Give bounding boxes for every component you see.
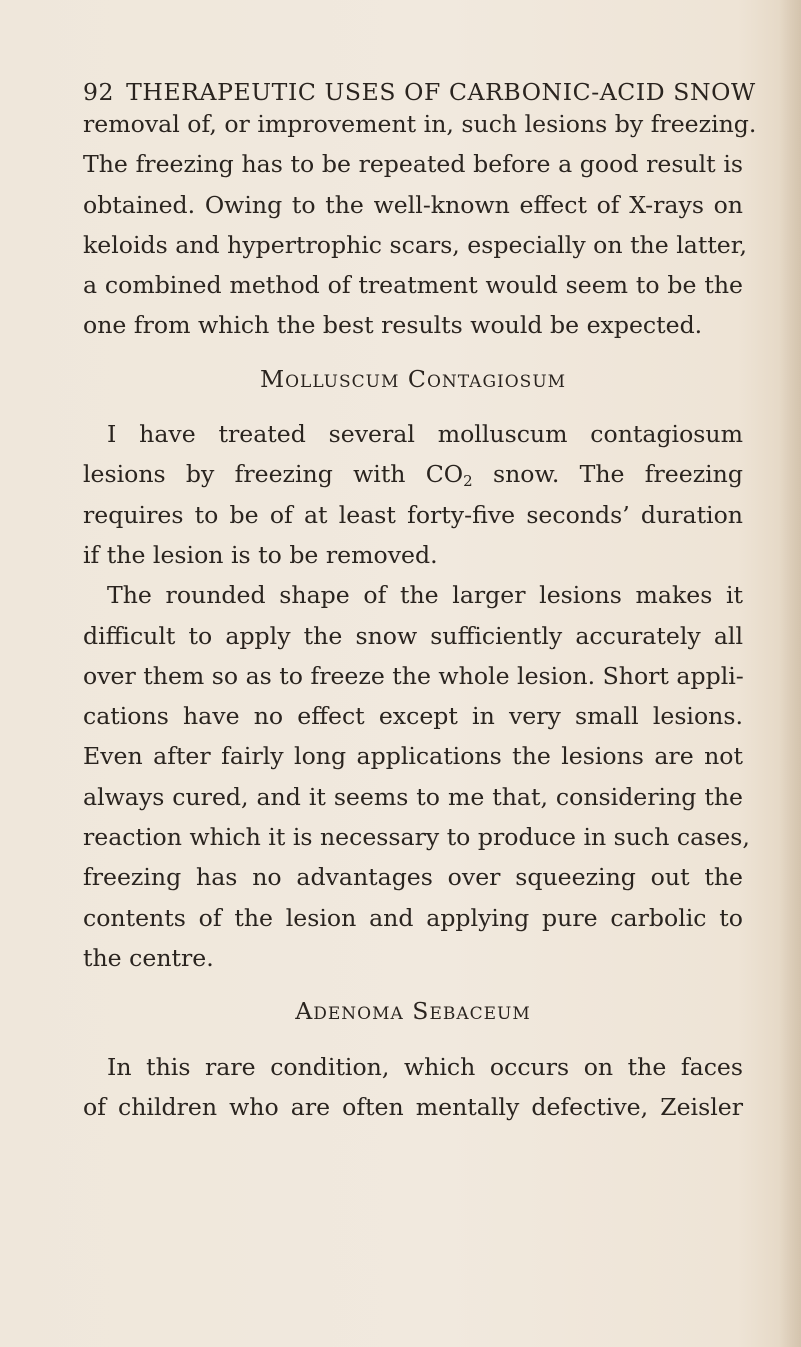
section-heading-molluscum: Molluscum Contagiosum: [259, 364, 567, 393]
page-number: 92: [83, 78, 115, 106]
text-line: obtained. Owing to the well-known effect of X-rays on: [83, 190, 743, 219]
text-line: I have treated several molluscum contagiosum: [107, 420, 743, 449]
text-line: the centre.: [83, 943, 214, 972]
running-title: THERAPEUTIC USES OF CARBONIC-ACID SNOW: [126, 78, 756, 106]
running-header: [83, 78, 756, 106]
subscript: 2: [463, 472, 473, 491]
paragraph-continued: [83, 104, 757, 346]
text-line: over them so as to freeze the whole lesion. Short appli-: [83, 661, 744, 690]
text-line: difficult to apply the snow sufficiently accurately all: [83, 621, 743, 650]
text-segment: snow. The freezing: [472, 460, 743, 489]
text-line: keloids and hypertrophic scars, especially on the latter,: [83, 230, 747, 259]
text-line: The rounded shape of the larger lesions makes it: [107, 581, 743, 610]
text-line: if the lesion is to be removed.: [83, 540, 438, 569]
text-line: one from which the best results would be expected.: [83, 311, 703, 340]
page-edge-shadow: [779, 0, 801, 1347]
paragraph-molluscum: [83, 414, 743, 575]
text-line-co2: [83, 454, 743, 494]
text-line: requires to be of at least forty-five seconds’ duration: [83, 500, 743, 529]
text-line: contents of the lesion and applying pure carbolic to: [83, 903, 743, 932]
text-line: The freezing has to be repeated before a good result is: [83, 150, 743, 179]
paragraph-adenoma: [83, 1047, 743, 1128]
text-line: removal of, or improvement in, such lesions by freezing.: [83, 110, 757, 138]
text-line: Even after fairly long applications the lesions are not: [83, 742, 743, 771]
text-line: always cured, and it seems to me that, considering the: [83, 782, 743, 811]
text-line: freezing has no advantages over squeezing out the: [83, 863, 743, 892]
paragraph-rounded-shape: [83, 575, 750, 978]
body-text: [83, 104, 757, 1127]
text-line: reaction which it is necessary to produce in such cases,: [83, 823, 750, 852]
text-line: a combined method of treatment would seem to be the: [83, 271, 743, 300]
text-segment: lesions by freezing with CO: [83, 460, 464, 489]
section-heading-adenoma: Adenoma Sebaceum: [295, 997, 531, 1026]
text-line: cations have no effect except in very small lesions.: [83, 702, 743, 731]
text-line: of children who are often mentally defective, Zeisler: [83, 1092, 743, 1121]
text-line: In this rare condition, which occurs on the faces: [107, 1052, 743, 1081]
